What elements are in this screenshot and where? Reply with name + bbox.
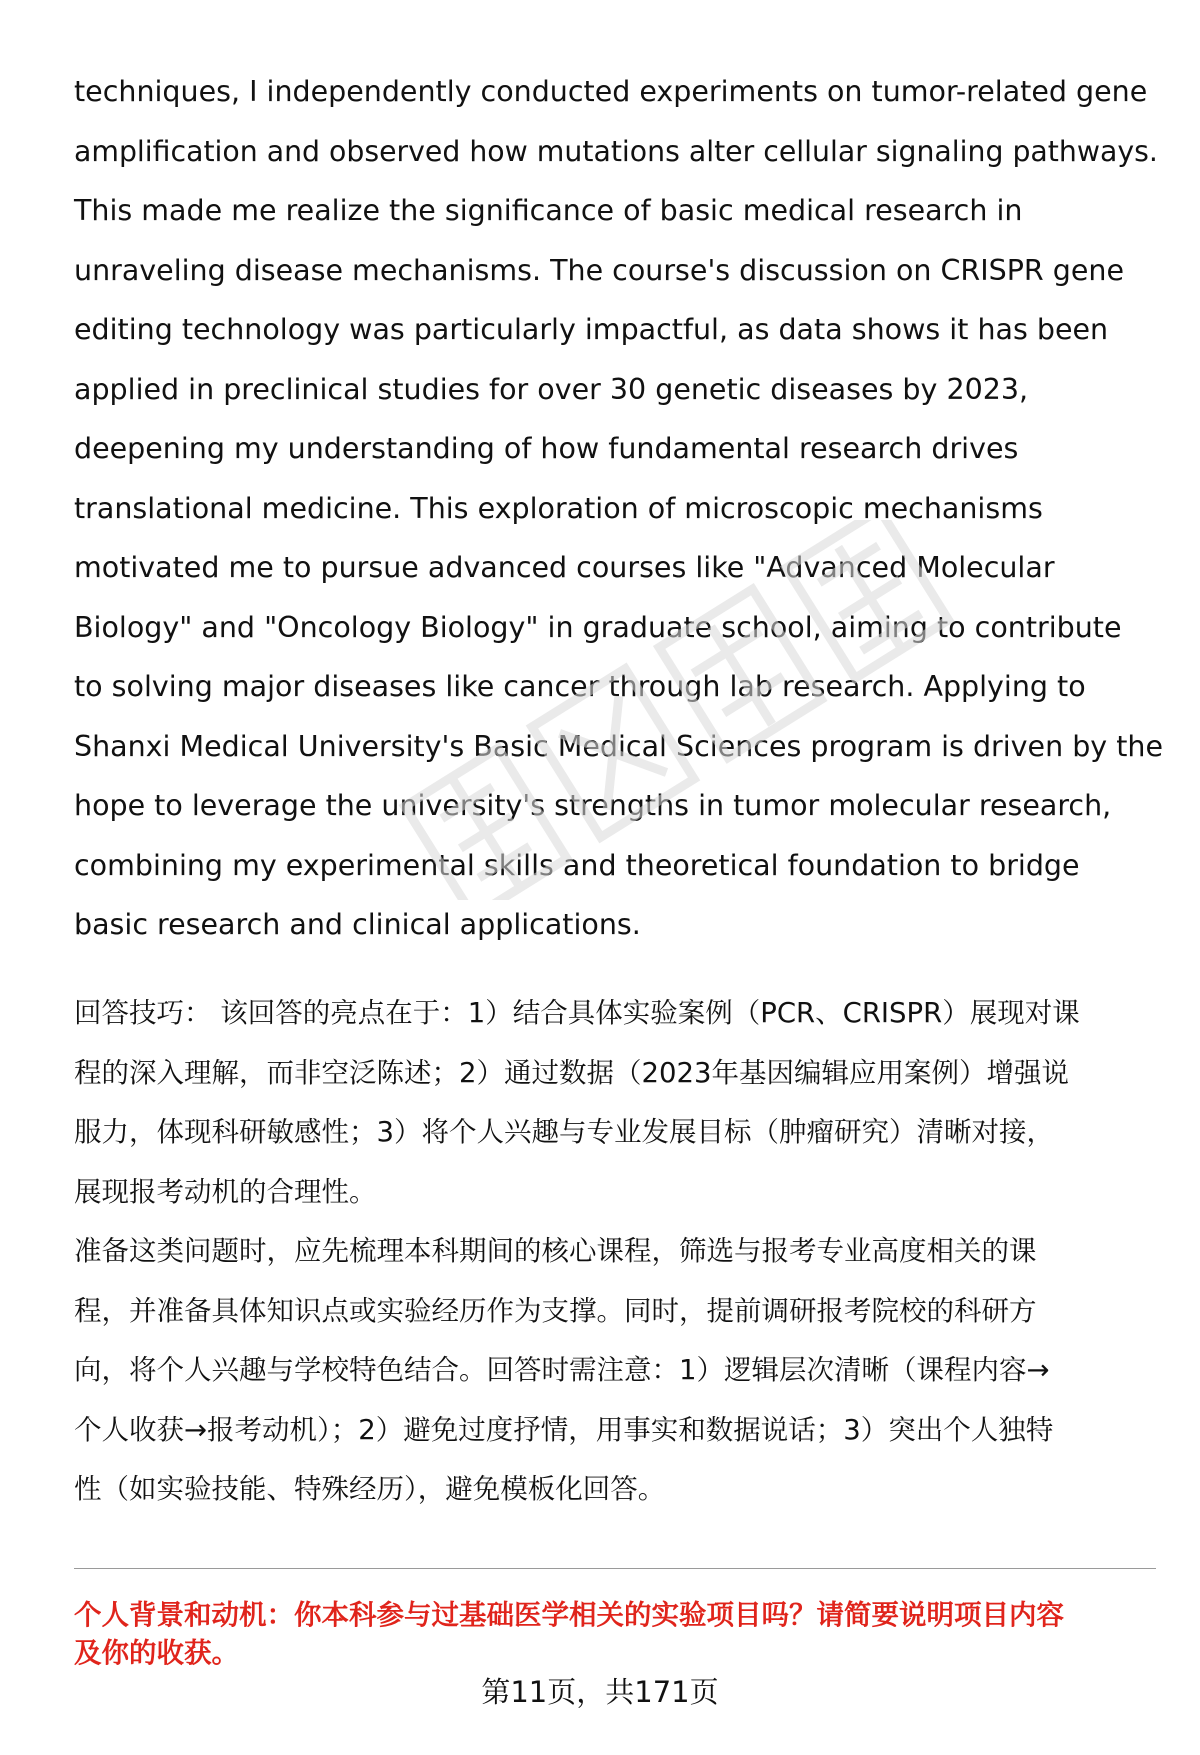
answer-line: applied in preclinical studies for over 30 genetic diseases by 2023, bbox=[74, 372, 1029, 406]
answer-line: motivated me to pursue advanced courses like "Advanced Molecular bbox=[74, 551, 1055, 584]
answer-line: techniques, I independently conducted experiments on tumor-related gene bbox=[74, 75, 1148, 108]
question-line: 个人背景和动机：你本科参与过基础医学相关的实验项目吗？请简要说明项目内容 bbox=[74, 1599, 1064, 1631]
answer-line: This made me realize the significance of basic medical research in bbox=[74, 194, 1023, 227]
answer-line: combining my experimental skills and theoretical foundation to bridge bbox=[74, 848, 1080, 882]
answer-line: translational medicine. This exploration of microscopic mechanisms bbox=[74, 491, 1043, 525]
preparation-line: 性（如实验技能、特殊经历），避免模板化回答。 bbox=[74, 1473, 666, 1505]
answer-line: unraveling disease mechanisms. The course's discussion on CRISPR gene bbox=[74, 253, 1124, 287]
next-question-heading bbox=[74, 1596, 1164, 1672]
preparation-line: 程，并准备具体知识点或实验经历作为支撑。同时，提前调研报考院校的科研方 bbox=[74, 1294, 1037, 1327]
answer-line: hope to leverage the university's strengths in tumor molecular research, bbox=[74, 789, 1112, 822]
answer-line: basic research and clinical applications. bbox=[74, 908, 641, 941]
preparation-line: 个人收获→报考动机）；2）避免过度抒情，用事实和数据说话；3）突出个人独特 bbox=[74, 1413, 1054, 1446]
question-line: 及你的收获。 bbox=[74, 1637, 239, 1669]
answer-line: deepening my understanding of how fundamental research drives bbox=[74, 432, 1019, 465]
answer-line: to solving major diseases like cancer through lab research. Applying to bbox=[74, 670, 1086, 703]
answer-tips-paragraph bbox=[74, 984, 1164, 1222]
section-divider bbox=[74, 1568, 1156, 1569]
tips-line: 服力，体现科研敏感性；3）将个人兴趣与专业发展目标（肿瘤研究）清晰对接， bbox=[74, 1116, 1054, 1148]
answer-paragraph bbox=[74, 62, 1164, 955]
answer-line: amplification and observed how mutations alter cellular signaling pathways. bbox=[74, 134, 1158, 168]
tips-line: 展现报考动机的合理性。 bbox=[74, 1175, 377, 1208]
preparation-paragraph bbox=[74, 1222, 1164, 1520]
page-number: 第11页，共171页 bbox=[481, 1675, 719, 1709]
preparation-line: 向，将个人兴趣与学校特色结合。回答时需注意：1）逻辑层次清晰（课程内容→ bbox=[74, 1354, 1050, 1386]
answer-line: Biology" and "Oncology Biology" in graduate school, aiming to contribute bbox=[74, 610, 1122, 644]
tips-line: 回答技巧： 该回答的亮点在于：1）结合具体实验案例（PCR、CRISPR）展现对课 bbox=[74, 997, 1080, 1029]
answer-line: Shanxi Medical University's Basic Medical Sciences program is driven by the bbox=[74, 729, 1163, 763]
answer-line: editing technology was particularly impactful, as data shows it has been bbox=[74, 313, 1109, 346]
preparation-line: 准备这类问题时，应先梳理本科期间的核心课程，筛选与报考专业高度相关的课 bbox=[74, 1235, 1037, 1267]
tips-line: 程的深入理解，而非空泛陈述；2）通过数据（2023年基因编辑应用案例）增强说 bbox=[74, 1056, 1069, 1089]
